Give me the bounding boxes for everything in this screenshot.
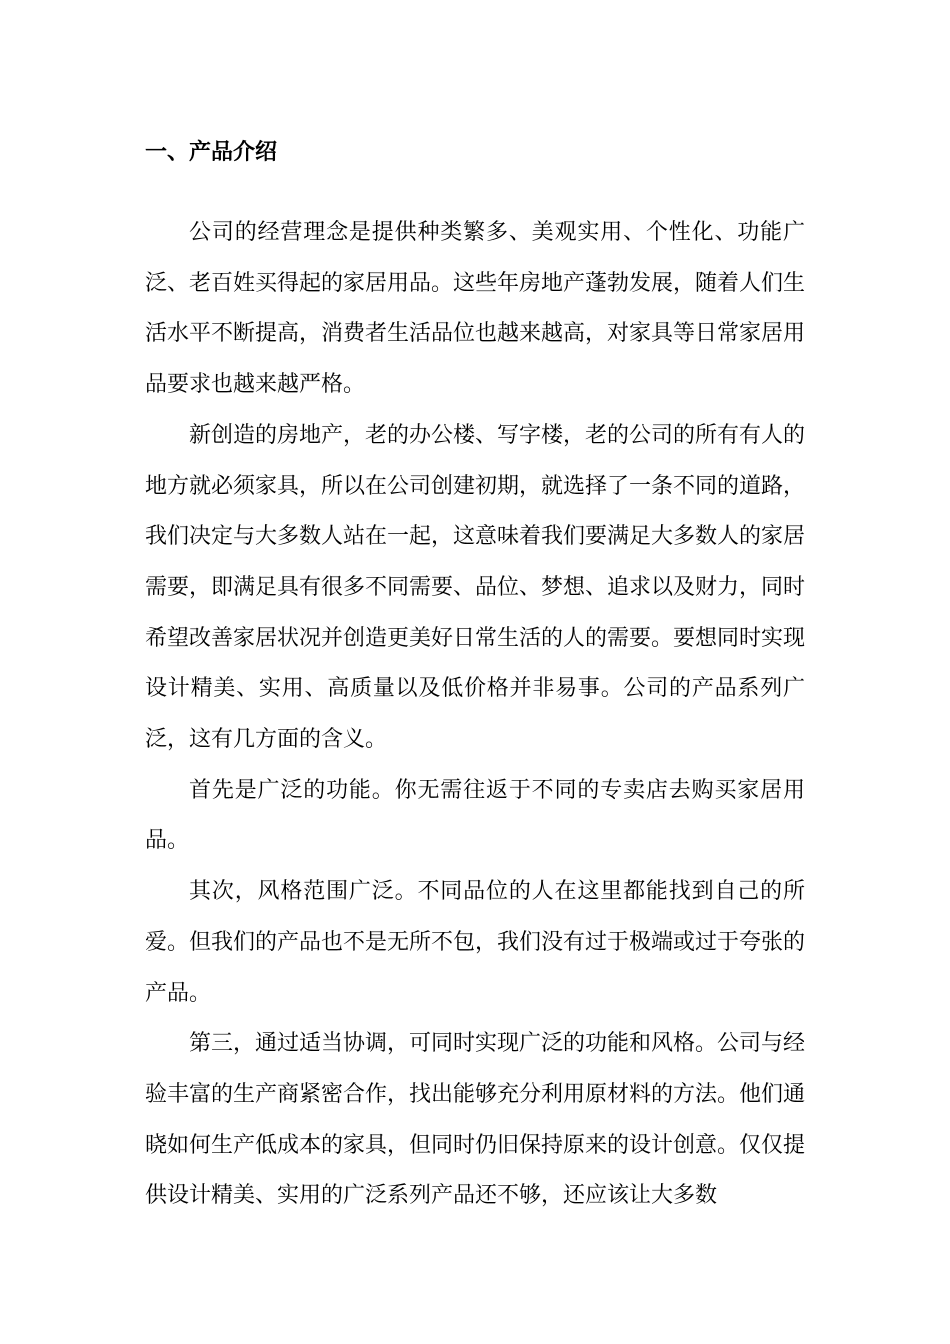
paragraph-5: 第三，通过适当协调，可同时实现广泛的功能和风格。公司与经验丰富的生产商紧密合作，找出能够充分利用原材料的方法。他们通晓如何生产低成本的家具，但同时仍旧保持原来的设计创意。仅仅提供设计精美、实用的广泛系列产品还不够，还应该让大多数	[145, 1031, 806, 1209]
document-body	[145, 132, 805, 1222]
paragraph-1: 公司的经营理念是提供种类繁多、美观实用、个性化、功能广泛、老百姓买得起的家居用品。这些年房地产蓬勃发展，随着人们生活水平不断提高，消费者生活品位也越来越高，对家具等日常家居用品要求也越来越严格。	[145, 220, 806, 398]
section-heading: 一、产品介绍	[145, 139, 278, 165]
paragraph-2: 新创造的房地产，老的办公楼、写字楼，老的公司的所有有人的地方就必须家具，所以在公司创建初期，就选择了一条不同的道路，我们决定与大多数人站在一起，这意味着我们要满足大多数人的家居需要，即满足具有很多不同需要、品位、梦想、追求以及财力，同时希望改善家居状况并创造更美好日常生活的人的需要。要想同时实现设计精美、实用、高质量以及低价格并非易事。公司的产品系列广泛，这有几方面的含义。	[145, 422, 806, 753]
paragraph-4: 其次，风格范围广泛。不同品位的人在这里都能找到自己的所爱。但我们的产品也不是无所不包，我们没有过于极端或过于夸张的产品。	[145, 879, 806, 1006]
paragraph-3: 首先是广泛的功能。你无需往返于不同的专卖店去购买家居用品。	[145, 777, 805, 854]
